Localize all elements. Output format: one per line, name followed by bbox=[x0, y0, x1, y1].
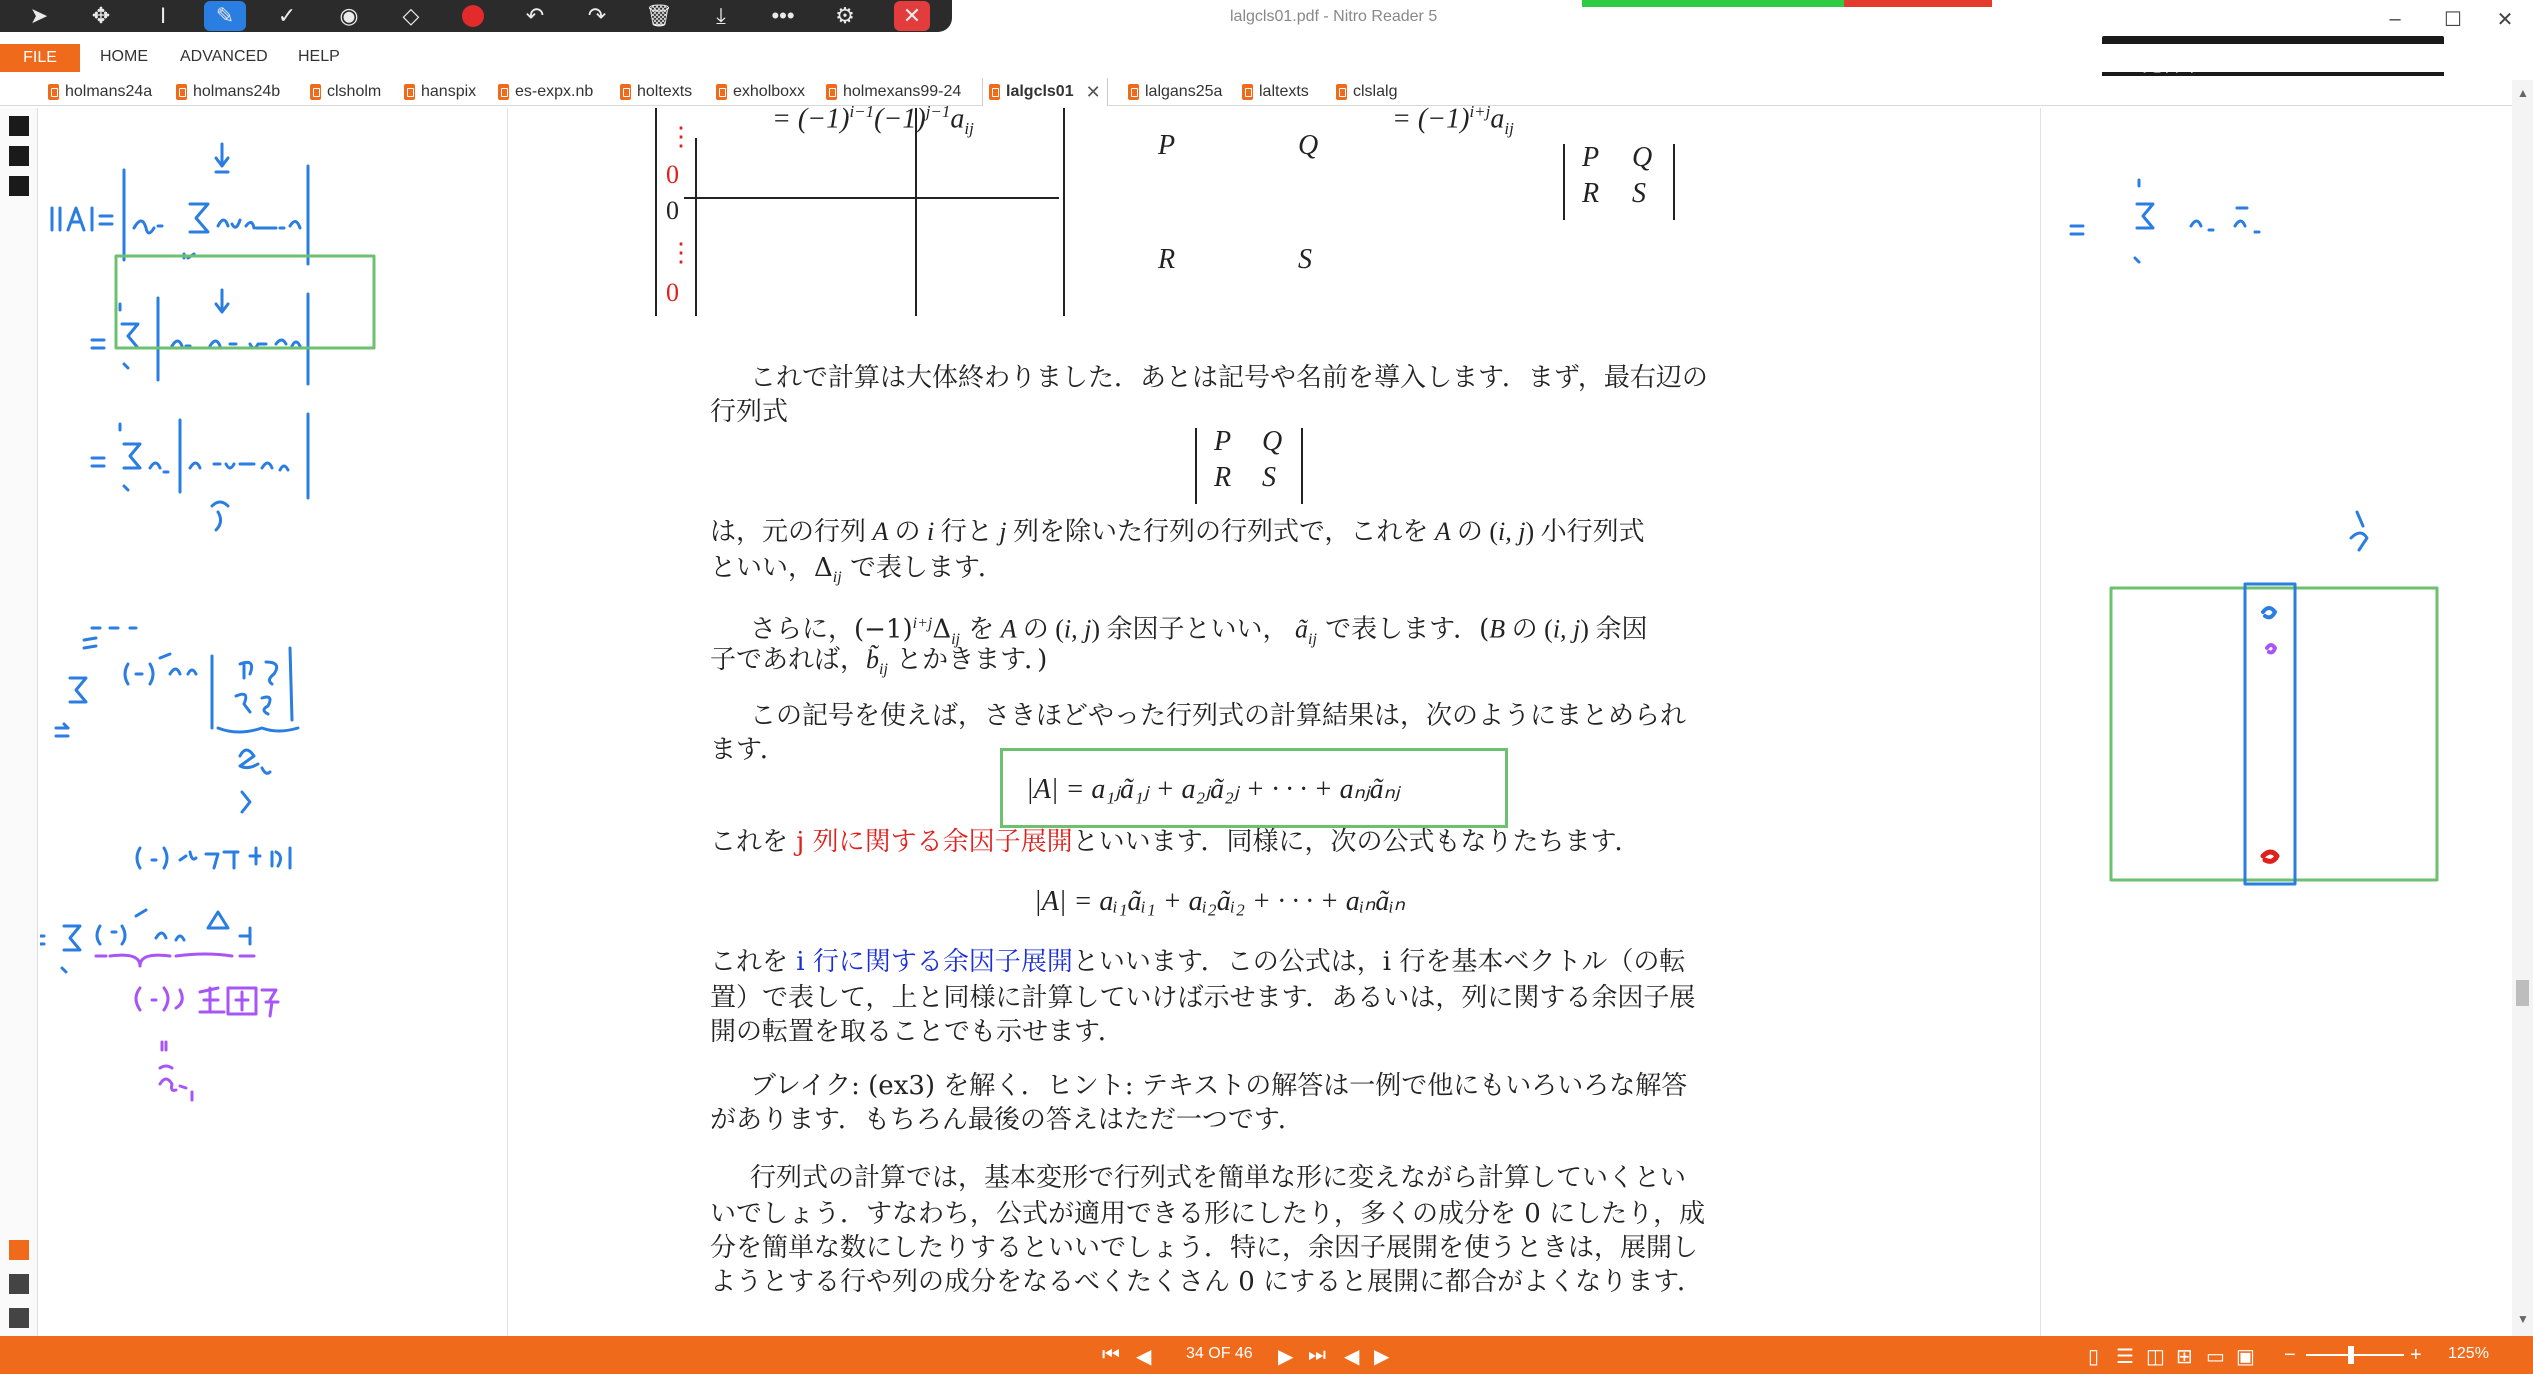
paragraph-line: ブレイク: (ex3) を解く．ヒント: テキストの解答は一例で他にもいろいろな解答 bbox=[750, 1071, 1688, 1101]
tab-document[interactable]: holtexts bbox=[620, 80, 692, 104]
paragraph-line: この記号を使えば，さきほどやった行列式の計算結果は，次のようにまとめられ bbox=[750, 701, 1687, 731]
minor-R: R bbox=[1214, 462, 1232, 493]
pdf-icon bbox=[1336, 84, 1347, 100]
tab-document[interactable]: exholboxx bbox=[716, 80, 805, 104]
minor-R-top: R bbox=[1582, 178, 1600, 209]
block-S: S bbox=[1298, 244, 1312, 275]
paragraph-line: ようとする行や列の成分をなるべくたくさん 0 にすると展開に都合がよくなります． bbox=[710, 1267, 1703, 1297]
pdf-icon bbox=[989, 84, 1000, 100]
paragraph-line bbox=[710, 824, 1640, 860]
equation-top-right bbox=[1392, 102, 1514, 139]
user-settings-icon[interactable]: ⚙ bbox=[835, 3, 855, 28]
scroll-down-icon[interactable]: ▼ bbox=[2517, 1312, 2529, 1326]
equation-row-expansion: |A| = aᵢ₁ãᵢ₁ + aᵢ₂ãᵢ₂ + · · · + aᵢₙãᵢₙ bbox=[1034, 886, 1405, 917]
text-sub: ij bbox=[832, 569, 842, 587]
pdf-icon bbox=[48, 84, 59, 100]
text-run: Δ bbox=[932, 614, 952, 645]
pdf-icon bbox=[1242, 84, 1253, 100]
text-run: といいます．この公式は，i 行を基本ベクトル（の転 bbox=[1072, 947, 1686, 977]
equation-text: = (−1) bbox=[772, 103, 850, 135]
paragraph-line: 行列式 bbox=[710, 397, 789, 427]
text-run: で表します．( bbox=[1325, 614, 1490, 645]
color-red-icon[interactable] bbox=[452, 1, 494, 31]
equation-sup: j−1 bbox=[925, 102, 951, 121]
next-page-icon[interactable]: ▶ bbox=[1278, 1346, 1294, 1368]
equation-sup: i+j bbox=[1469, 102, 1491, 121]
continuous-view-icon[interactable]: ☰ bbox=[2116, 1346, 2134, 1368]
paragraph-line: があります．もちろん最後の答えはただ一つです． bbox=[710, 1105, 1304, 1135]
minimize-button[interactable]: – bbox=[2389, 7, 2401, 30]
text-run: これを bbox=[710, 827, 789, 857]
block-matrix bbox=[654, 108, 1074, 320]
first-page-icon[interactable]: ⏮ bbox=[1102, 1344, 1120, 1366]
equation-sup: i−1 bbox=[849, 102, 875, 121]
close-window-button[interactable]: ✕ bbox=[2496, 8, 2514, 31]
tab-document[interactable]: clsholm bbox=[310, 80, 381, 104]
term-column-expansion: j 列に関する余因子展開 bbox=[796, 827, 1073, 857]
back-view-icon[interactable]: ◀ bbox=[1344, 1346, 1360, 1368]
download-icon[interactable]: ⤓ bbox=[716, 3, 726, 28]
left-tool-strip bbox=[0, 108, 38, 1336]
menu-advanced[interactable]: ADVANCED bbox=[180, 48, 268, 65]
zoom-out-icon[interactable]: − bbox=[2284, 1344, 2296, 1366]
text-sub: ij bbox=[951, 630, 960, 648]
tab-document[interactable]: hanspix bbox=[404, 80, 476, 104]
check-icon[interactable]: ✓ bbox=[277, 3, 297, 28]
menu-bar bbox=[0, 44, 2533, 72]
pdf-icon bbox=[176, 84, 187, 100]
redo-icon[interactable]: ↷ bbox=[587, 3, 607, 28]
equation-column-expansion: |A| = a₁ⱼã₁ⱼ + a₂ⱼã₂ⱼ + · · · + aₙⱼãₙⱼ bbox=[1026, 774, 1400, 805]
block-R: R bbox=[1158, 244, 1176, 275]
tab-document-active[interactable]: lalgcls01 ✕ bbox=[982, 78, 1108, 106]
scroll-up-icon[interactable]: ▲ bbox=[2517, 86, 2529, 100]
equation-text: a bbox=[1490, 103, 1505, 135]
text-run: は，元の行列 bbox=[710, 517, 867, 547]
text-run: で表します． bbox=[849, 553, 1004, 583]
page-indicator[interactable]: 34 OF 46 bbox=[1186, 1345, 1253, 1362]
pdf-icon bbox=[716, 84, 727, 100]
paragraph-line bbox=[710, 550, 1004, 596]
highlighter-icon[interactable]: ◉ bbox=[339, 3, 359, 28]
forward-view-icon[interactable]: ▶ bbox=[1374, 1346, 1390, 1368]
zero-bottom: 0 bbox=[666, 278, 679, 307]
window-title: lalgcls01.pdf - Nitro Reader 5 bbox=[1230, 8, 1438, 25]
pen-icon[interactable]: ✎ bbox=[204, 1, 246, 31]
menu-file[interactable]: FILE bbox=[0, 44, 80, 72]
move-icon[interactable]: ✥ bbox=[91, 3, 111, 28]
text-run: さらに，(−1) bbox=[750, 614, 913, 645]
paragraph-line: 分を簡単な数にしたりするといいでしょう．特に，余因子展開を使うときは，展開し bbox=[710, 1233, 1699, 1263]
equation-text: a bbox=[950, 103, 965, 135]
paragraph-line bbox=[710, 944, 1685, 980]
bookmarks-panel-icon[interactable] bbox=[9, 146, 29, 166]
eraser-icon[interactable]: ◇ bbox=[402, 3, 420, 28]
two-page-view-icon[interactable]: ◫ bbox=[2146, 1346, 2165, 1368]
pdf-page bbox=[510, 102, 2040, 1336]
zoom-slider-track[interactable] bbox=[2306, 1354, 2404, 1356]
paragraph-line: 開の転置を取ることでも示せます． bbox=[710, 1017, 1124, 1047]
zoom-in-icon[interactable]: + bbox=[2410, 1344, 2422, 1366]
text-run: 余因子といい， bbox=[1106, 614, 1289, 645]
close-tab-icon[interactable]: ✕ bbox=[1085, 81, 1101, 102]
minor-S-top: S bbox=[1632, 178, 1646, 209]
pdf-icon bbox=[404, 84, 415, 100]
pdf-icon bbox=[620, 84, 631, 100]
minor-Q-top: Q bbox=[1632, 142, 1653, 173]
speaker-level-bar bbox=[1582, 0, 1992, 7]
paragraph-line: 子であれば，$b̃_{ij}$ とかきます．) bbox=[710, 645, 1048, 679]
tab-document[interactable]: clslalg bbox=[1336, 80, 1397, 104]
trash-icon[interactable]: 🗑 bbox=[645, 3, 673, 28]
text-run: といいます．同様に，次の公式もなりたちます． bbox=[1072, 827, 1641, 857]
minor-bars-top bbox=[1562, 144, 1682, 224]
fit-width-icon[interactable]: ▭ bbox=[2206, 1346, 2225, 1368]
last-page-icon[interactable]: ⏭ bbox=[1308, 1344, 1326, 1366]
vdots-top: ⋮ bbox=[668, 122, 694, 151]
minor-S: S bbox=[1262, 462, 1276, 493]
text-run: を bbox=[968, 614, 995, 645]
text-run: といい，Δ bbox=[710, 553, 833, 583]
paragraph-line: これで計算は大体終わりました．あとは記号や名前を導入します．まず，最右辺の bbox=[750, 363, 1708, 393]
paragraph-line: 行列式の計算では，基本変形で行列式を簡単な形に変えながら計算していくとい bbox=[750, 1163, 1687, 1193]
attachments-panel-icon[interactable] bbox=[9, 176, 29, 196]
equation-text: (−1) bbox=[874, 103, 926, 135]
menu-home[interactable]: HOME bbox=[100, 48, 148, 65]
text-run: これを bbox=[710, 947, 789, 977]
block-P: P bbox=[1158, 130, 1176, 161]
zero-center: 0 bbox=[666, 196, 679, 225]
fullscreen-icon[interactable]: ▣ bbox=[2236, 1346, 2255, 1368]
text-run: 小行列式 bbox=[1540, 517, 1645, 547]
layers-panel-icon[interactable] bbox=[9, 1274, 29, 1294]
term-row-expansion: i 行に関する余因子展開 bbox=[796, 947, 1073, 977]
handwriting-right-drawing bbox=[2041, 108, 2511, 1336]
text-run: 列を除いた行列の行列式で，これを bbox=[1012, 517, 1429, 547]
zero-top: 0 bbox=[666, 160, 679, 189]
status-bar bbox=[0, 1336, 2533, 1374]
tab-document[interactable]: lalgans25a bbox=[1128, 80, 1222, 104]
minor-Q: Q bbox=[1262, 426, 1283, 457]
select-arrow-icon[interactable]: ➤ bbox=[29, 3, 49, 28]
equation-sub: ij bbox=[964, 118, 974, 138]
block-Q: Q bbox=[1298, 130, 1319, 161]
text-sup: i+j bbox=[912, 615, 933, 632]
handwriting-left-drawing bbox=[40, 108, 508, 1336]
two-page-continuous-icon[interactable]: ⊞ bbox=[2176, 1346, 2193, 1368]
tab-bar bbox=[0, 76, 2533, 106]
output-panel-icon[interactable] bbox=[9, 1308, 29, 1328]
pdf-icon bbox=[826, 84, 837, 100]
minor-bars-mid bbox=[1194, 428, 1314, 508]
tab-document[interactable]: holmexans99-24 bbox=[826, 80, 961, 104]
undo-icon[interactable]: ↶ bbox=[525, 3, 545, 28]
equation-text: = (−1) bbox=[1392, 103, 1470, 135]
pdf-icon bbox=[498, 84, 509, 100]
zoom-slider-thumb[interactable] bbox=[2348, 1346, 2354, 1364]
handwritten-notes-left bbox=[40, 108, 508, 1336]
paragraph-line: ます． bbox=[710, 735, 786, 765]
zoom-level[interactable]: 125% bbox=[2448, 1345, 2489, 1362]
close-toolbar-icon[interactable]: ✕ bbox=[894, 1, 930, 31]
handwritten-notes-right bbox=[2040, 108, 2510, 1336]
paragraph-line: は，元の行列 A の i 行と j 列を除いた行列の行列式で，これを A の (i, j) 小行列式 bbox=[710, 517, 1645, 547]
scroll-thumb[interactable] bbox=[2516, 980, 2529, 1006]
tab-document[interactable]: laltexts bbox=[1242, 80, 1309, 104]
pdf-icon bbox=[310, 84, 321, 100]
pages-panel-icon[interactable] bbox=[9, 116, 29, 136]
minor-P-top: P bbox=[1582, 142, 1600, 173]
comments-panel-icon[interactable] bbox=[9, 1240, 29, 1260]
tab-document[interactable]: holmans24a bbox=[48, 80, 152, 104]
pdf-icon bbox=[1128, 84, 1139, 100]
text-run: 行と bbox=[940, 517, 993, 547]
text-run: 子であれば， bbox=[710, 645, 867, 675]
more-icon[interactable]: ••• bbox=[771, 3, 795, 28]
pen-toolbar bbox=[0, 0, 952, 32]
text-run: 余因 bbox=[1595, 614, 1648, 645]
single-page-view-icon[interactable]: ▯ bbox=[2088, 1346, 2100, 1368]
previous-page-icon[interactable]: ◀ bbox=[1136, 1346, 1152, 1368]
tab-document[interactable]: es-expx.nb bbox=[498, 80, 593, 104]
paragraph-line: いでしょう．すなわち，公式が適用できる形にしたり，多くの成分を 0 にしたり，成 bbox=[710, 1199, 1706, 1229]
vdots-bottom: ⋮ bbox=[668, 238, 694, 267]
vertical-scrollbar[interactable] bbox=[2512, 80, 2533, 1336]
paragraph-line: 置）で表して，上と同様に計算していけば示せます．あるいは，列に関する余因子展 bbox=[710, 983, 1696, 1013]
equation-sub: ij bbox=[1504, 118, 1514, 138]
minor-P: P bbox=[1214, 426, 1232, 457]
paragraph-line: さらに，$(-1)^{i+j}\Delta_{ij}$ を A の (i, j) 余因子といい， $ã_{ij}$ で表します．(B の (i, j) 余因 bbox=[750, 614, 1648, 648]
menu-help[interactable]: HELP bbox=[298, 48, 340, 65]
text-cursor-icon[interactable]: I bbox=[159, 3, 167, 28]
text-run: とかきます．) bbox=[896, 645, 1048, 675]
tab-document[interactable]: holmans24b bbox=[176, 80, 280, 104]
maximize-button[interactable]: ☐ bbox=[2444, 8, 2462, 31]
